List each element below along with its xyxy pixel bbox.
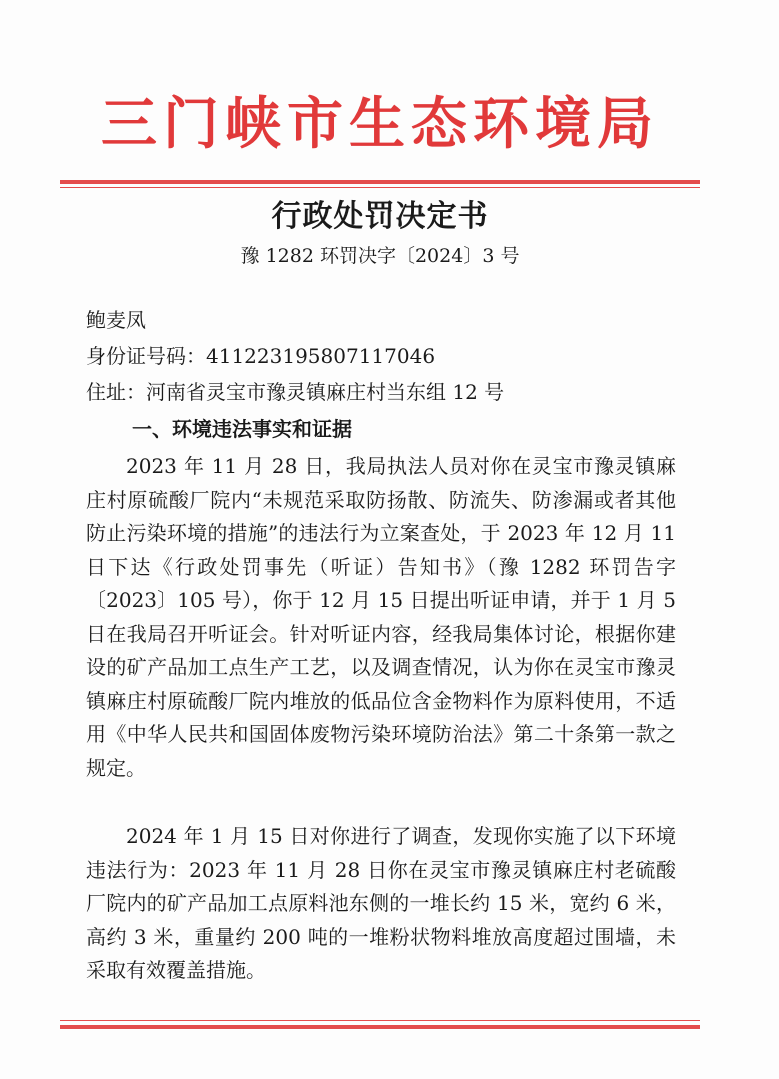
- agency-name: 三门峡市生态环境局: [101, 91, 659, 157]
- facts-paragraph-1: 2023 年 11 月 28 日，我局执法人员对你在灵宝市豫灵镇麻庄村原硫酸厂院内“未规范采取防扬散、防流失、防渗漏或者其他防止污染环境的措施”的违法行为立案查处，于 2023 年 12 月 11 日下达《行政处罚事先（听证）告知书》（豫 1282 环罚告字〔2023〕105 号），你于 12 月 15 日提出听证申请，并于 1 月 5 日在我局召开听证会。针对听证内容，经我局集体讨论，根据你建设的矿产品加工点生产工艺，以及调查情况，认为你在灵宝市豫灵镇麻庄村原硫酸厂院内堆放的低品位含金物料作为原料使用，不适用《中华人民共和国固体废物污染环境防治法》第二十条第一款之规定。: [86, 454, 676, 780]
- footer-rule-thin: [60, 1020, 700, 1021]
- party-address: 住址：河南省灵宝市豫灵镇麻庄村当东组 12 号: [86, 380, 505, 404]
- header-rule-thin: [60, 187, 700, 188]
- footer-rule-thick: [60, 1025, 700, 1029]
- document-number: 豫 1282 环罚决字〔2024〕3 号: [240, 245, 520, 267]
- party-name: 鲍麦凤: [86, 308, 146, 332]
- party-id-number: 身份证号码：411223195807117046: [86, 344, 436, 368]
- header-rule-thick: [60, 180, 700, 184]
- facts-paragraph-2: 2024 年 1 月 15 日对你进行了调查，发现你实施了以下环境违法行为：2023 年 11 月 28 日你在灵宝市豫灵镇麻庄村老硫酸厂院内的矿产品加工点原料池东侧的一堆长约 15 米，宽约 6 米，高约 3 米，重量约 200 吨的一堆粉状物料堆放高度超过围墙，未采取有效覆盖措施。: [86, 824, 676, 982]
- section-heading-facts: 一、环境违法事实和证据: [132, 417, 352, 441]
- document-title: 行政处罚决定书: [271, 199, 489, 234]
